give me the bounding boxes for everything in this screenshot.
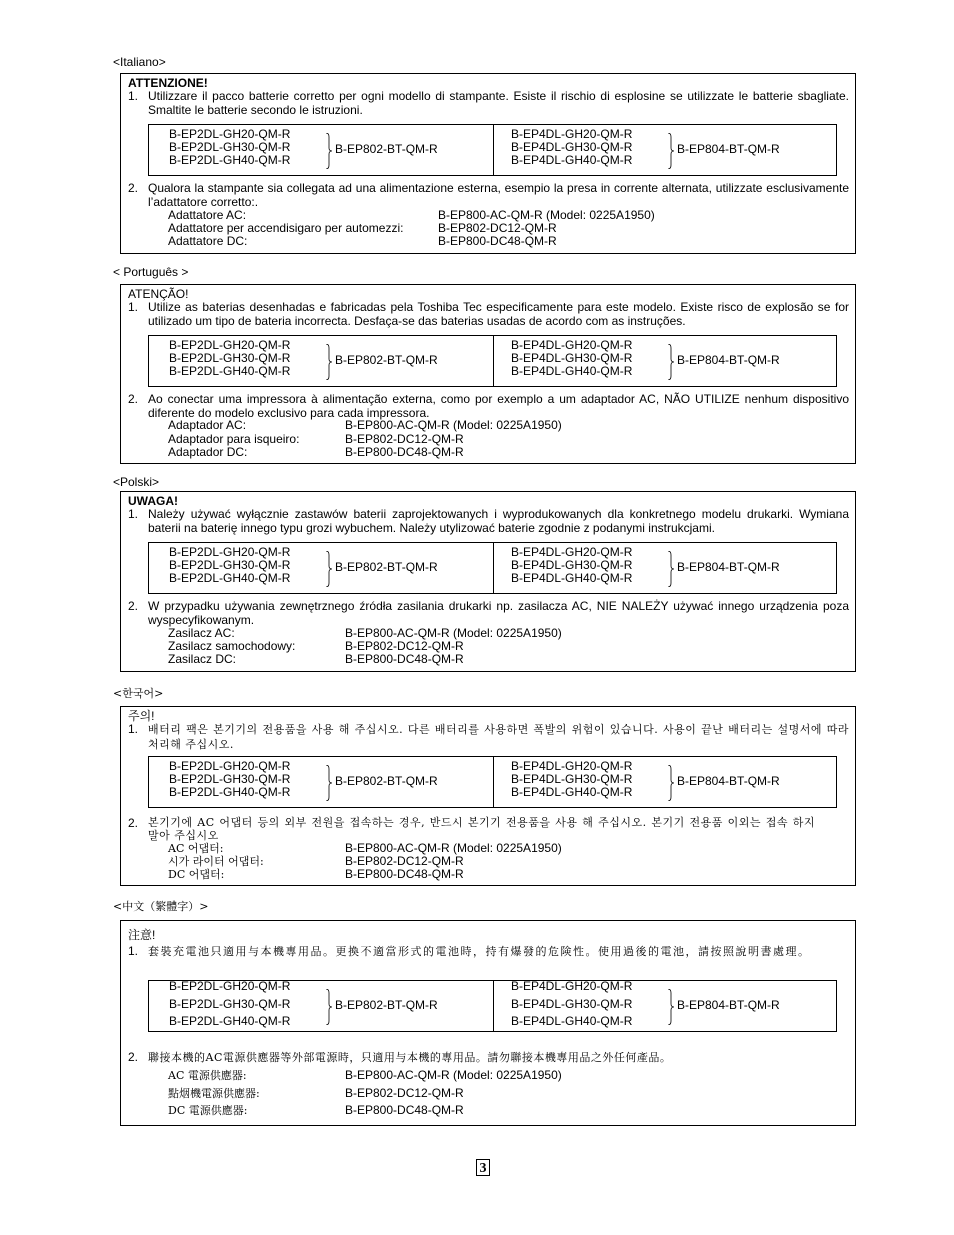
adapter-label: AC 電源供應器: — [168, 1069, 247, 1082]
lang-label-chinese: <中文（繁體字）> — [113, 900, 209, 913]
adapter-value: B-EP802-DC12-QM-R — [438, 221, 557, 235]
battery-model: B-EP802-BT-QM-R — [335, 774, 438, 788]
battery-model: B-EP804-BT-QM-R — [677, 560, 780, 574]
adapter-label: 시가 라이터 어댑터: — [168, 855, 264, 868]
brace-icon — [325, 344, 333, 380]
warning-box-italiano — [120, 73, 856, 254]
adapter-label: Adattatore AC: — [168, 208, 247, 222]
model-item: B-EP2DL-GH30-QM-R — [169, 772, 291, 786]
model-table — [148, 542, 837, 594]
adapter-value: B-EP800-DC48-QM-R — [345, 1103, 464, 1117]
table-divider — [493, 757, 494, 807]
right-models — [511, 760, 632, 799]
brace-icon — [667, 989, 675, 1025]
table-divider — [493, 125, 494, 175]
model-item: B-EP2DL-GH30-QM-R — [169, 996, 291, 1011]
adapter-value: B-EP802-DC12-QM-R — [345, 432, 464, 446]
battery-model: B-EP802-BT-QM-R — [335, 998, 438, 1012]
model-item: B-EP2DL-GH40-QM-R — [169, 571, 291, 585]
adapter-warning-text: 聯接本機的AC電源供應器等外部電源時，只適用与本機的專用品。請勿聯接本機專用品之外任何產品。 — [148, 1051, 672, 1064]
adapter-label: 點烟機電源供應器: — [168, 1087, 260, 1100]
adapter-row — [168, 1086, 464, 1100]
lang-label-korean: <한국어> — [113, 687, 164, 700]
adapter-row — [168, 1068, 562, 1082]
model-item: B-EP2DL-GH40-QM-R — [169, 785, 291, 799]
adapter-warning-text: Ao conectar uma impressora à alimentação externa, como por exemplo a um adaptador AC, NÃO UTILIZE nenhum dispositivo diferente do modelo exclusivo para cada impressora. — [148, 392, 849, 420]
adapter-label: Adaptador para isqueiro: — [168, 432, 300, 446]
right-models — [511, 339, 632, 378]
item-number: 1. — [128, 722, 139, 736]
model-table — [148, 756, 837, 808]
model-item: B-EP2DL-GH20-QM-R — [169, 979, 291, 993]
adapter-row — [168, 418, 562, 432]
warning-heading: ATTENZIONE! — [128, 76, 208, 90]
model-item: B-EP4DL-GH20-QM-R — [511, 127, 633, 141]
item-number: 1. — [128, 89, 139, 103]
adapter-label: Zasilacz DC: — [168, 652, 237, 666]
model-item: B-EP2DL-GH30-QM-R — [169, 140, 291, 154]
adapter-row — [168, 652, 464, 666]
item-number: 1. — [128, 507, 139, 521]
model-table — [148, 124, 837, 176]
adapter-row — [168, 841, 562, 855]
lang-label-polski: <Polski> — [113, 475, 160, 489]
adapter-label: DC 電源供應器: — [168, 1104, 248, 1117]
lang-label-portugues: < Português > — [113, 265, 189, 279]
page-number: 3 — [476, 1159, 490, 1176]
adapter-value: B-EP802-DC12-QM-R — [345, 1086, 464, 1100]
table-divider — [493, 981, 494, 1031]
table-divider — [493, 543, 494, 593]
adapter-value: B-EP800-DC48-QM-R — [438, 234, 557, 248]
item-number: 2. — [128, 181, 139, 195]
adapter-label: Adattatore DC: — [168, 234, 248, 248]
adapter-value: B-EP800-AC-QM-R (Model: 0225A1950) — [345, 418, 562, 432]
warning-heading: 주의! — [128, 709, 155, 723]
warning-box-portugues — [120, 284, 856, 464]
item-number: 2. — [128, 599, 139, 613]
item-number: 2. — [128, 816, 139, 830]
adapter-label: Zasilacz AC: — [168, 626, 235, 640]
adapter-value: B-EP800-DC48-QM-R — [345, 445, 464, 459]
model-item: B-EP4DL-GH30-QM-R — [511, 351, 633, 365]
battery-model: B-EP804-BT-QM-R — [677, 353, 780, 367]
model-item: B-EP2DL-GH40-QM-R — [169, 153, 291, 167]
adapter-label: DC 어댑터: — [168, 868, 225, 881]
battery-model: B-EP804-BT-QM-R — [677, 142, 780, 156]
brace-icon — [325, 551, 333, 587]
model-item: B-EP4DL-GH30-QM-R — [511, 558, 633, 572]
model-item: B-EP2DL-GH30-QM-R — [169, 351, 291, 365]
model-item: B-EP4DL-GH40-QM-R — [511, 571, 633, 585]
brace-icon — [667, 765, 675, 801]
brace-icon — [325, 765, 333, 801]
right-models — [511, 546, 632, 585]
battery-model: B-EP804-BT-QM-R — [677, 998, 780, 1012]
adapter-value: B-EP800-AC-QM-R (Model: 0225A1950) — [345, 841, 562, 855]
model-item: B-EP4DL-GH20-QM-R — [511, 338, 633, 352]
adapter-value: B-EP800-AC-QM-R (Model: 0225A1950) — [345, 626, 562, 640]
brace-icon — [667, 344, 675, 380]
battery-model: B-EP802-BT-QM-R — [335, 142, 438, 156]
left-models — [169, 546, 290, 585]
adapter-label: Zasilacz samochodowy: — [168, 639, 296, 653]
model-item: B-EP2DL-GH20-QM-R — [169, 338, 291, 352]
battery-warning-text: Utilize as baterias desenhadas e fabricadas pela Toshiba Tec especificamente para este modelo. Existe risco de explosão se for utilizado um tipo de bateria incorrecta. Desfaça-se das baterias usadas de acordo com as instruções. — [148, 300, 849, 328]
model-item: B-EP4DL-GH40-QM-R — [511, 785, 633, 799]
adapter-value: B-EP802-DC12-QM-R — [345, 854, 464, 868]
model-item: B-EP4DL-GH30-QM-R — [511, 140, 633, 154]
warning-box-polski — [120, 491, 856, 672]
battery-warning-text: Należy używać wyłącznie zastawów baterii zaprojektowanych i wyprodukowanych dla konkretnego modelu drukarki. Wymiana baterii na baterię innego typu grozi wybuchem. Należy utylizować baterie zgodnie z podanymi instrukcjami. — [148, 507, 849, 535]
adapter-value: B-EP800-DC48-QM-R — [345, 652, 464, 666]
model-item: B-EP4DL-GH40-QM-R — [511, 1014, 633, 1028]
adapter-row — [168, 1103, 464, 1117]
model-item: B-EP2DL-GH20-QM-R — [169, 127, 291, 141]
adapter-value: B-EP800-DC48-QM-R — [345, 867, 464, 881]
adapter-row — [168, 854, 464, 868]
brace-icon — [667, 133, 675, 169]
brace-icon — [325, 133, 333, 169]
battery-model: B-EP804-BT-QM-R — [677, 774, 780, 788]
adapter-value: B-EP800-AC-QM-R (Model: 0225A1950) — [438, 208, 655, 222]
adapter-label: Adaptador DC: — [168, 445, 248, 459]
adapter-warning-text: 본기기에 AC 어댑터 등의 외부 전원을 접속하는 경우, 반드시 본기기 전용품을 사용 해 주십시오. 본기기 전용품 이외는 접속 하지 말아 주십시오 — [148, 816, 815, 842]
battery-model: B-EP802-BT-QM-R — [335, 560, 438, 574]
brace-icon — [667, 551, 675, 587]
item-number: 2. — [128, 392, 139, 406]
adapter-warning-text: Qualora la stampante sia collegata ad una alimentazione esterna, esempio la presa in corrente alternata, utilizzate esclusivamente l’adattatore corretto:. — [148, 181, 849, 209]
brace-icon — [325, 989, 333, 1025]
table-divider — [493, 336, 494, 386]
adapter-label: AC 어댑터: — [168, 842, 224, 855]
model-item: B-EP2DL-GH40-QM-R — [169, 364, 291, 378]
model-item: B-EP2DL-GH20-QM-R — [169, 759, 291, 773]
adapter-row — [168, 234, 557, 248]
battery-warning-text: 套裝充電池只適用与本機專用品。更換不適當形式的電池時，持有爆發的危険性。使用過後的電池，請按照說明書處理。 — [148, 945, 811, 958]
left-models — [169, 128, 290, 167]
adapter-value: B-EP800-AC-QM-R (Model: 0225A1950) — [345, 1068, 562, 1082]
battery-warning-text: Utilizzare il pacco batterie corretto per ogni modello di stampante. Esiste il rischio di esplosine se utilizzate le batterie sbagliate. Smaltite le batterie secondo le istruzioni. — [148, 89, 849, 117]
model-item: B-EP4DL-GH40-QM-R — [511, 153, 633, 167]
warning-heading: 注意! — [128, 928, 156, 942]
model-item: B-EP4DL-GH20-QM-R — [511, 759, 633, 773]
adapter-label: Adaptador AC: — [168, 418, 247, 432]
model-table — [148, 335, 837, 387]
model-item: B-EP4DL-GH30-QM-R — [511, 996, 633, 1011]
adapter-warning-text: W przypadku używania zewnętrznego źródła zasilania drukarki np. zasilacza AC, NIE NALEŻY używać innego urządzenia poza wyspecyfikowanym. — [148, 599, 849, 627]
item-number: 1. — [128, 300, 139, 314]
warning-box-chinese — [120, 920, 856, 1126]
battery-warning-text: 배터리 팩은 본기기의 전용품을 사용 해 주십시오. 다른 배터리를 사용하면 폭발의 위험이 있습니다. 사용이 끝난 배터리는 설명서에 따라 처리해 주십시오. — [148, 723, 849, 751]
warning-box-korean — [120, 706, 856, 886]
model-item: B-EP4DL-GH20-QM-R — [511, 979, 633, 993]
lang-label-italiano: <Italiano> — [113, 55, 166, 69]
model-item: B-EP4DL-GH40-QM-R — [511, 364, 633, 378]
warning-heading: UWAGA! — [128, 494, 178, 508]
adapter-value: B-EP802-DC12-QM-R — [345, 639, 464, 653]
model-item: B-EP2DL-GH20-QM-R — [169, 545, 291, 559]
left-models — [169, 339, 290, 378]
model-item: B-EP2DL-GH40-QM-R — [169, 1014, 291, 1028]
right-models — [511, 978, 632, 1031]
model-table — [148, 980, 837, 1032]
adapter-row — [168, 867, 464, 881]
model-item: B-EP2DL-GH30-QM-R — [169, 558, 291, 572]
warning-heading: ATENÇÃO! — [128, 287, 189, 301]
right-models — [511, 128, 632, 167]
left-models — [169, 978, 290, 1031]
model-item: B-EP4DL-GH30-QM-R — [511, 772, 633, 786]
adapter-label: Adattatore per accendisigaro per automezzi: — [168, 221, 404, 235]
battery-model: B-EP802-BT-QM-R — [335, 353, 438, 367]
item-number: 1. — [128, 944, 139, 958]
adapter-row — [168, 445, 464, 459]
left-models — [169, 760, 290, 799]
model-item: B-EP4DL-GH20-QM-R — [511, 545, 633, 559]
item-number: 2. — [128, 1050, 139, 1064]
